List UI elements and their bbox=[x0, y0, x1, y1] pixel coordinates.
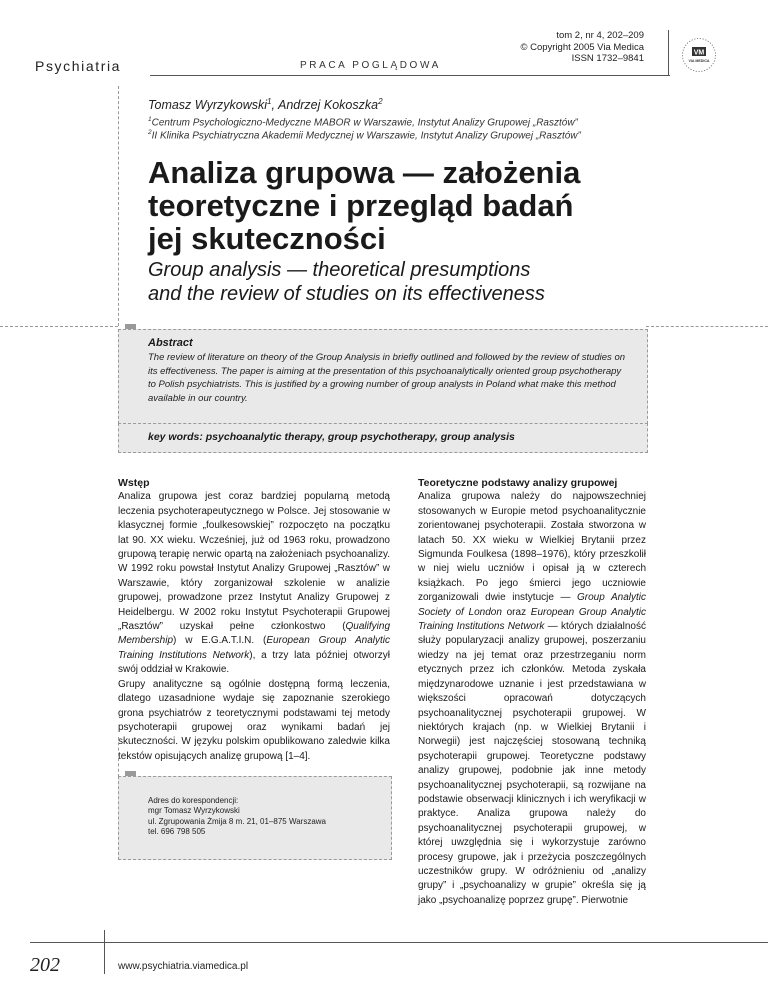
right-column bbox=[418, 476, 646, 908]
article-type: PRACA POGLĄDOWA bbox=[300, 60, 441, 71]
footer-rule bbox=[30, 942, 768, 943]
svg-text:VM: VM bbox=[693, 49, 705, 57]
issue-volume: tom 2, nr 4, 202–209 bbox=[556, 30, 644, 41]
abstract-heading: Abstract bbox=[148, 337, 193, 349]
logo-text: VIA MEDICA bbox=[688, 59, 710, 63]
affiliation-1: $^1$Centrum Psychologiczno-Medyczne MABOR w Warszawie, Instytut Analizy Grupowej „Rasztów” bbox=[148, 116, 578, 129]
journal-name: Psychiatria bbox=[35, 58, 122, 74]
author-list: Tomasz Wyrzykowski$^1$, Andrzej Kokoszka$^2$ bbox=[148, 97, 383, 113]
section-heading-intro: Wstęp bbox=[118, 477, 150, 489]
left-column bbox=[118, 476, 390, 764]
header-rule bbox=[150, 75, 670, 76]
abstract-text: The review of literature on theory of the Group Analysis in briefly outlined and followed by the review of studies on its effectiveness. The paper is aiming at the presentation of this psychoanalytically oriented group psychotherapy to Polish psychiatrists. This is justified by a growing number of group analysts in Poland what make this method available in our country. bbox=[148, 352, 626, 404]
issue-copyright: © Copyright 2005 Via Medica bbox=[520, 41, 644, 53]
footer-divider bbox=[104, 930, 105, 974]
publisher-logo bbox=[681, 37, 717, 73]
page-number: 202 bbox=[30, 954, 60, 976]
keywords: key words: psychoanalytic therapy, group psychotherapy, group analysis bbox=[148, 431, 515, 443]
section-heading-theory: Teoretyczne podstawy analizy grupowej bbox=[418, 477, 618, 489]
page-rule-right bbox=[646, 326, 768, 327]
corr-rule bbox=[118, 737, 119, 777]
journal-url[interactable]: www.psychiatria.viamedica.pl bbox=[118, 961, 249, 972]
via-medica-seal-icon bbox=[681, 37, 717, 73]
header-divider bbox=[668, 30, 669, 76]
affiliation-2: $^2$II Klinika Psychiatryczna Akademii Medycznej w Warszawie, Instytut Analizy Grupowej „Rasztów” bbox=[148, 129, 581, 142]
correspondence-address: Adres do korespondencji: mgr Tomasz Wyrzykowski ul. Zgrupowania Żmija 8 m. 21, 01–875 Warszawa tel. 696 798 505 bbox=[148, 796, 327, 837]
issue-issn: ISSN 1732–9841 bbox=[571, 53, 644, 64]
theory-paragraph-1: Analiza grupowa należy do najpowszechniej stosowanych w Europie metod psychoanalitycznie zorientowanej psychoterapii. Została stworzona w latach 50. XX wieku w Wielkiej Brytanii przez Sigmunda Foulkesa (1898–1976), który przeszkolił w niej wielu uczniów i opisał ją w czterech książkach. Po jego śmierci jego uczniowie zorganizowali dwie instytucje — Group Analytic Society of London oraz European Group Analytic Training Institutions Network — których działalność służy popularyzacji analizy grupowej, poszerzaniu wiedzy na jej temat oraz przestrzeganiu norm etycznych przez ich członków. Metoda zyskała międzynarodowe uznanie i jest przedstawiana w większości opracowań dotyczących psychoanalitycznej psychoterapii grupowej. W niektórych krajach (np. w Wielkiej Brytanii i Norwegii) jest najczęściej stosowaną techniką psychoterapii grupowej. Teoretyczne podstawy analizy grupowej, podobnie jak inne metody psychoanalitycznej psychoterapii, są rozwijane na podstawie obserwacji klinicznych i ich weryfikacji w praktyce. Analiza grupowa należy do psychoanalitycznej psychoterapii grupowej, w której uwzględnia się i wykorzystuje zarówno procesy grupowe, jak i przeżycia poszczególnych uczestników grupy. W odróżnieniu od „analizy grupy” i „psychoanalizy w grupie” określa się ją jako „psychoanalizę poprzez grupę”. Pierwotnie bbox=[418, 491, 646, 906]
title-english: Group analysis — theoretical presumptions and the review of studies on its effectiveness bbox=[148, 259, 545, 305]
page-rule-left bbox=[0, 326, 118, 327]
issue-info bbox=[460, 30, 644, 65]
title-polish: Analiza grupowa — założenia teoretyczne i przegląd badań jej skuteczności bbox=[148, 155, 581, 256]
margin-rule-top bbox=[118, 86, 119, 326]
intro-paragraph-2: Grupy analityczne są ogólnie dostępną formą leczenia, dlatego uzasadnione wydaje się zapoznanie szerokiego grona psychiatrów z teoretycznymi podstawami tej metody psychoterapii grupowej oraz wynikami badań jej skuteczności. W języku polskim opublikowano zaledwie kilka tekstów opisujących analizę grupową [1–4]. bbox=[118, 678, 390, 762]
intro-paragraph-1: Analiza grupowa jest coraz bardziej popularną metodą leczenia psychoterapeutycznego w Polsce. Jej stosowanie w klasycznej formie „foulkesowskiej” rozpoczęto na początku lat 90. XX wieku. Wcześniej, już od 1963 roku, prowadzono grupową terapię nerwic opartą na założeniach psychoanalizy. W 1992 roku powstał Instytut Analizy Grupowej „Rasztów” w Warszawie, który zorganizował szkolenie w analizie grupowej, prowadzone przez Instytut Analizy Grupowej z Heidelbergu. W 2002 roku Instytut Psychoterapii Grupowej „Rasztów” uzyskał pełne członkostwo (Qualifying Membership) w E.G.A.T.I.N. (European Group Analytic Training Institutions Network), a trzy lata później otworzył swój oddział w Krakowie. bbox=[118, 491, 390, 676]
